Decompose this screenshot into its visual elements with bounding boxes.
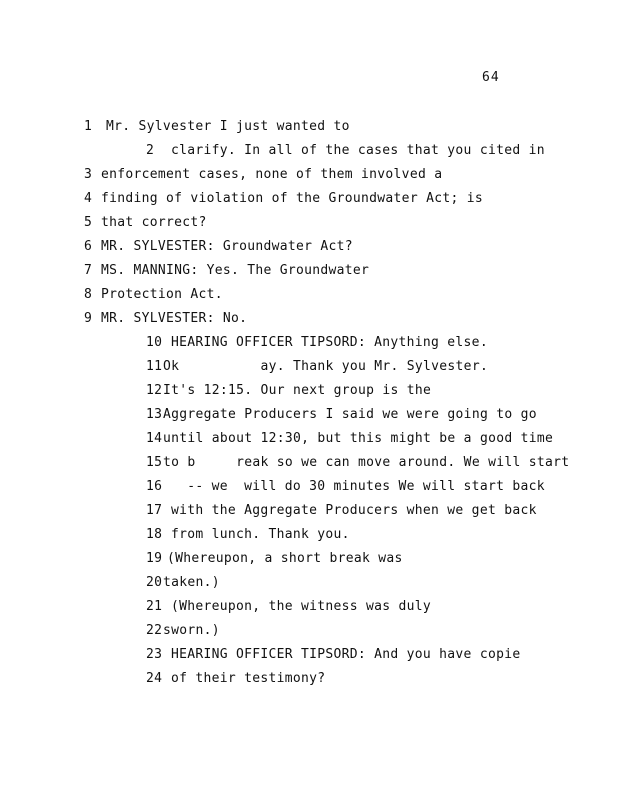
line-text: Ok ay. Thank you Mr. Sylvester. [163,359,489,374]
line-text: that correct? [101,215,207,230]
line-number: 11 [146,359,163,374]
transcript-line [146,359,488,375]
line-text: enforcement cases, none of them involved a [101,167,443,182]
line-text: Aggregate Producers I said we were going to go [163,407,537,422]
transcript-line [84,191,483,207]
transcript-line [146,671,325,687]
page-number: 64 [482,70,500,85]
transcript-line [146,551,403,567]
line-number: 3 [84,167,93,182]
transcript-line [84,167,442,183]
transcript-line [84,287,223,303]
transcript-line [84,311,247,327]
transcript-line [84,119,350,135]
line-text: taken.) [163,575,220,590]
line-text: (Whereupon, the witness was duly [171,599,432,614]
line-text: with the Aggregate Producers when we get back [171,503,537,518]
line-text: HEARING OFFICER TIPSORD: Anything else. [171,335,488,350]
line-number: 13 [146,407,163,422]
line-text: (Whereupon, a short break was [167,551,403,566]
line-text: MS. MANNING: Yes. The Groundwater [101,263,370,278]
line-number: 7 [84,263,93,278]
transcript-line [146,479,545,495]
line-number: 10 [146,335,163,350]
line-number: 22 [146,623,163,638]
line-number: 6 [84,239,93,254]
transcript-line [146,599,431,615]
line-number: 24 [146,671,163,686]
line-number: 19 [146,551,163,566]
line-number: 2 [146,143,155,158]
transcript-line [146,623,220,639]
line-text: of their testimony? [171,671,326,686]
line-text: until about 12:30, but this might be a good time [163,431,554,446]
transcript-line [146,143,545,159]
line-text: clarify. In all of the cases that you cited in [171,143,545,158]
line-number: 18 [146,527,163,542]
transcript-line [84,263,369,279]
line-number: 5 [84,215,93,230]
transcript-line [146,383,431,399]
transcript-line [146,431,553,447]
line-number: 23 [146,647,163,662]
line-number: 15 [146,455,163,470]
line-text: It's 12:15. Our next group is the [163,383,432,398]
transcript-line [84,215,207,231]
line-number: 12 [146,383,163,398]
line-text: to b reak so we can move around. We will start [163,455,570,470]
transcript-line [146,503,537,519]
line-number: 1 [84,119,93,134]
line-number: 14 [146,431,163,446]
line-text: Mr. Sylvester I just wanted to [106,119,350,134]
line-text: MR. SYLVESTER: Groundwater Act? [101,239,353,254]
line-text: Protection Act. [101,287,223,302]
line-number: 4 [84,191,93,206]
transcript-line [146,647,520,663]
line-text: HEARING OFFICER TIPSORD: And you have copie [171,647,521,662]
line-number: 17 [146,503,163,518]
line-text: finding of violation of the Groundwater Act; is [101,191,483,206]
line-text: -- we will do 30 minutes We will start back [171,479,545,494]
transcript-line [146,575,220,591]
line-number: 16 [146,479,163,494]
transcript-line [146,407,537,423]
transcript-line [146,527,350,543]
transcript-line [84,239,353,255]
line-number: 21 [146,599,163,614]
line-text: sworn.) [163,623,220,638]
transcript-line [146,455,569,471]
line-text: MR. SYLVESTER: No. [101,311,248,326]
line-text: from lunch. Thank you. [171,527,350,542]
transcript-line [146,335,488,351]
line-number: 8 [84,287,93,302]
line-number: 20 [146,575,163,590]
line-number: 9 [84,311,93,326]
